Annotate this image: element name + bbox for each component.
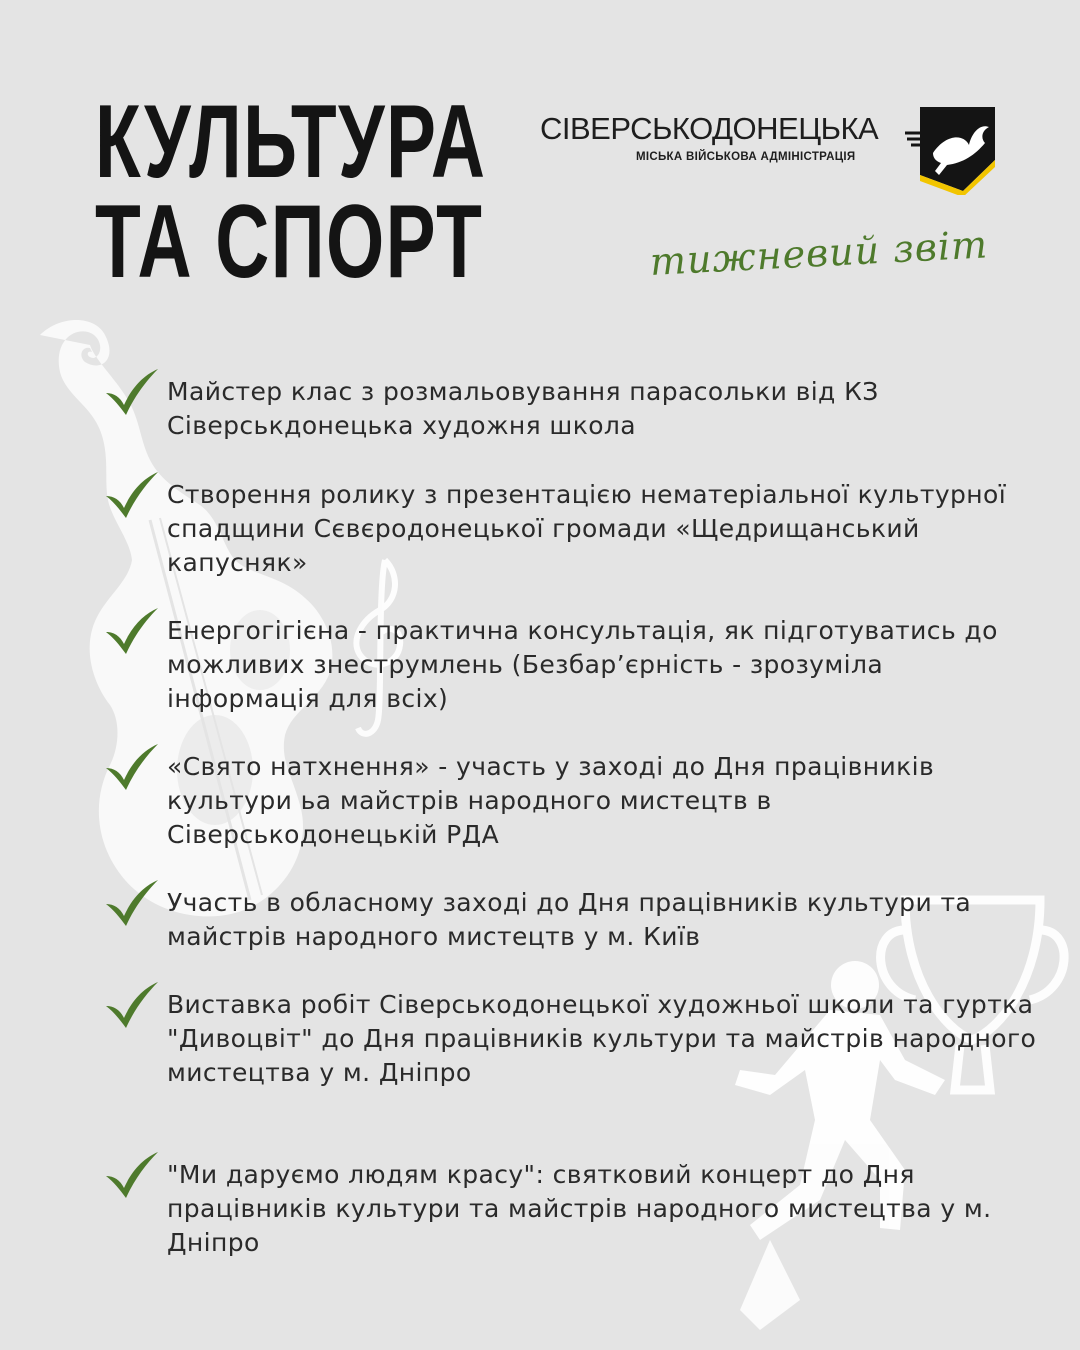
- item-text: Майстер клас з розмальовування парасольки від КЗ Сіверськдонецька художня школа: [167, 377, 879, 440]
- item-text: «Свято натхнення» - участь у заході до Дня працівників культури ьа майстрів народного мистецтв в Сіверськодонецькій РДА: [167, 752, 935, 849]
- item-text: Участь в обласному заході до Дня працівників культури та майстрів народного мистецтв у м. Київ: [167, 888, 972, 951]
- check-icon: [104, 470, 160, 520]
- item-text: "Ми даруємо людям красу": святковий концерт до Дня працівників культури та майстрів народного мистецтва у м. Дніпро: [167, 1160, 992, 1257]
- item-text: Енергогігієна - практична консультація, як підготуватись до можливих знеструмлень (Безбар’єрність - зрозуміла інформація для всіх): [167, 616, 998, 713]
- title-line-2: ТА СПОРТ: [95, 184, 484, 300]
- check-icon: [104, 742, 160, 792]
- logo-city-name: СІВЕРСЬКОДОНЕЦЬКА: [540, 111, 879, 146]
- item-text: Створення ролику з презентацією нематеріальної культурної спадщини Сєвєродонецької громади «Щедрищанський капусняк»: [167, 480, 1007, 577]
- page-title: [95, 84, 487, 300]
- check-icon: [104, 606, 160, 656]
- check-icon: [104, 980, 160, 1030]
- bird-emblem-icon: [905, 105, 1000, 195]
- check-icon: [104, 1150, 160, 1200]
- check-icon: [104, 367, 160, 417]
- check-icon: [104, 878, 160, 928]
- title-line-1: КУЛЬТУРА: [95, 84, 487, 200]
- item-text: Виставка робіт Сіверськодонецької художньої школи та гуртка "Дивоцвіт" до Дня працівників культури та майстрів народного мистецтва у м. Дніпро: [167, 990, 1037, 1087]
- weekly-report-subtitle: тижневий звіт: [648, 222, 990, 284]
- city-administration-logo: [540, 105, 1000, 195]
- logo-subtitle: МІСЬКА ВІЙСЬКОВА АДМІНІСТРАЦІЯ: [636, 151, 856, 163]
